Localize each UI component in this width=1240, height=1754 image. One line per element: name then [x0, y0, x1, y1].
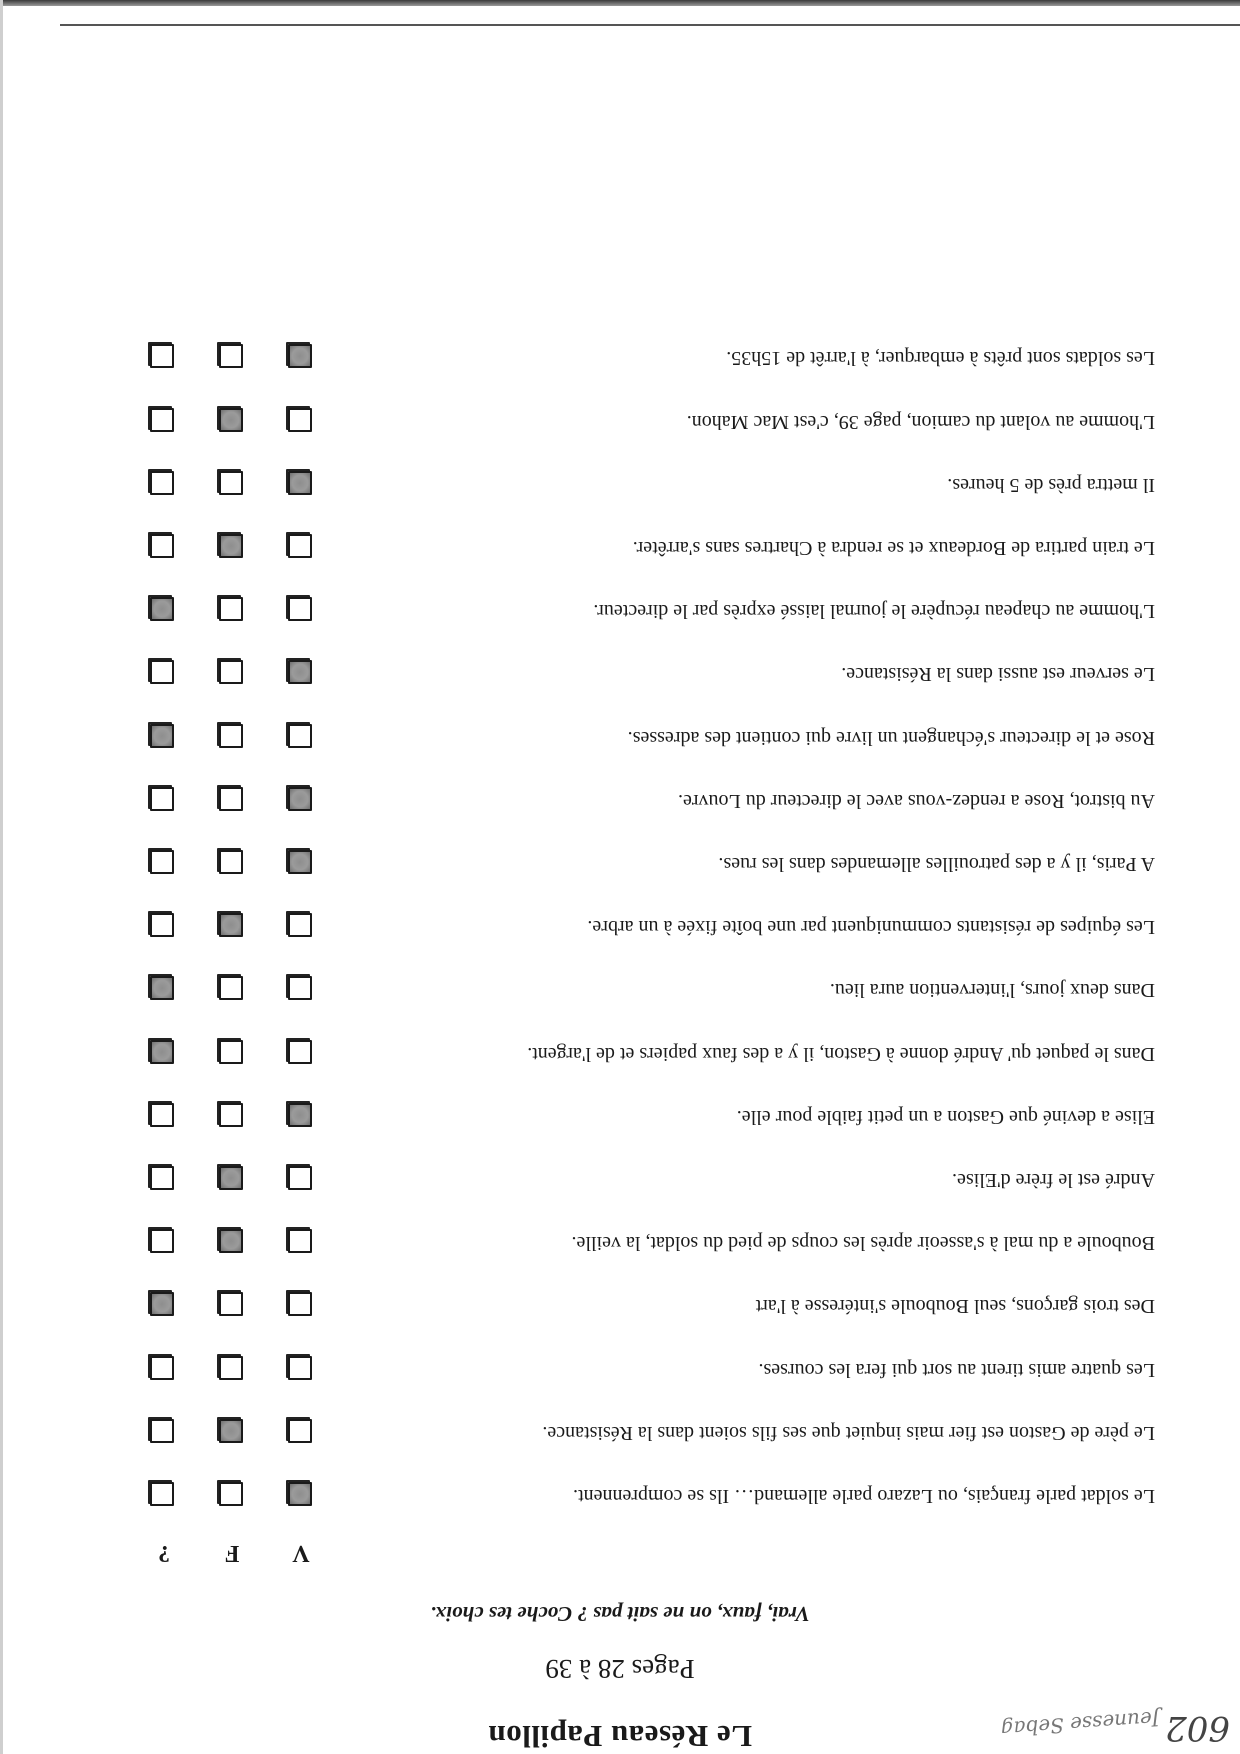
question-text: A Paris, il y a des patrouilles allemandes dans les rues. [718, 853, 1155, 875]
checkbox-faux[interactable] [219, 408, 243, 432]
checkbox-vrai[interactable] [288, 471, 312, 495]
checkbox-unknown[interactable] [150, 1103, 174, 1127]
checkbox-unknown[interactable] [150, 344, 174, 368]
checkbox-faux[interactable] [219, 913, 243, 937]
checkbox-vrai[interactable] [288, 1419, 312, 1443]
question-text: Les soldats sont prêts à embarquer, à l'arrêt de 15h35. [726, 347, 1155, 370]
question-text: Le serveur est aussi dans la Résistance. [841, 663, 1155, 686]
question-text: Il mettra près de 5 heures. [947, 473, 1155, 496]
checkbox-vrai[interactable] [288, 534, 312, 558]
checkbox-unknown[interactable] [150, 1482, 174, 1506]
question-row [0, 1085, 1240, 1135]
column-header-unknown: ? [158, 1540, 170, 1566]
question-row [0, 642, 1240, 692]
checkbox-vrai[interactable] [288, 724, 312, 748]
checkbox-vrai[interactable] [288, 787, 312, 811]
checkbox-unknown[interactable] [150, 1419, 174, 1443]
checkbox-faux[interactable] [219, 1482, 243, 1506]
checkbox-vrai[interactable] [288, 1229, 312, 1253]
question-row [0, 1464, 1240, 1514]
checkbox-vrai[interactable] [288, 1356, 312, 1380]
instruction-text: Vrai, faux, on ne sait pas ? Coche tes choix. [430, 1602, 810, 1626]
handwritten-name: Jeunesse Sebag [1000, 1706, 1161, 1742]
question-row [0, 895, 1240, 945]
checkbox-unknown[interactable] [150, 1229, 174, 1253]
checkbox-faux[interactable] [219, 1103, 243, 1127]
checkbox-faux[interactable] [219, 724, 243, 748]
checkbox-faux[interactable] [219, 1419, 243, 1443]
checkbox-vrai[interactable] [288, 1040, 312, 1064]
column-header-faux: F [224, 1540, 240, 1566]
question-row [0, 1022, 1240, 1072]
page-range: Pages 28 à 39 [545, 1654, 695, 1684]
checkbox-vrai[interactable] [288, 913, 312, 937]
question-text: Des trois garçons, seul Bouboule s'intéresse à l'art [755, 1295, 1155, 1318]
question-row [0, 579, 1240, 629]
checkbox-faux[interactable] [219, 1229, 243, 1253]
question-text: Elise a deviné que Gaston a un petit faible pour elle. [736, 1105, 1155, 1128]
question-row [0, 1148, 1240, 1198]
checkbox-vrai[interactable] [288, 344, 312, 368]
question-text: Rose et le directeur s'échangent un livre qui contient des adresses. [627, 726, 1155, 749]
checkbox-vrai[interactable] [288, 1292, 312, 1316]
checkbox-unknown[interactable] [150, 724, 174, 748]
question-text: André est le frère d'Elise. [952, 1169, 1155, 1191]
checkbox-faux[interactable] [219, 787, 243, 811]
checkbox-faux[interactable] [219, 1040, 243, 1064]
question-row [0, 390, 1240, 440]
checkbox-faux[interactable] [219, 1292, 243, 1316]
checkbox-unknown[interactable] [150, 976, 174, 1000]
question-text: L'homme au volant du camion, page 39, c'est Mac Mahon. [686, 410, 1155, 433]
question-text: L'homme au chapeau récupère le journal laissé exprès par le directeur. [593, 600, 1155, 623]
checkbox-unknown[interactable] [150, 660, 174, 684]
checkbox-unknown[interactable] [150, 597, 174, 621]
question-text: Le soldat parle français, ou Lazaro parle allemand… Ils se comprennent. [573, 1485, 1155, 1507]
checkbox-unknown[interactable] [150, 787, 174, 811]
question-row [0, 1274, 1240, 1324]
checkbox-vrai[interactable] [288, 597, 312, 621]
question-row [0, 706, 1240, 756]
checkbox-vrai[interactable] [288, 850, 312, 874]
checkbox-vrai[interactable] [288, 1166, 312, 1190]
question-row [0, 1211, 1240, 1261]
question-text: Au bistrot, Rose a rendez-vous avec le directeur du Louvre. [677, 789, 1155, 812]
question-text: Les quatre amis tirent au sort qui fera les courses. [758, 1358, 1155, 1381]
checkbox-faux[interactable] [219, 597, 243, 621]
question-row [0, 832, 1240, 882]
question-row [0, 958, 1240, 1008]
checkbox-unknown[interactable] [150, 471, 174, 495]
checkbox-vrai[interactable] [288, 976, 312, 1000]
question-row [0, 453, 1240, 503]
checkbox-unknown[interactable] [150, 1166, 174, 1190]
checkbox-faux[interactable] [219, 471, 243, 495]
question-text: Dans le paquet qu' André donne à Gaston, il y a des faux papiers et de l'argent. [527, 1042, 1155, 1065]
checkbox-faux[interactable] [219, 1166, 243, 1190]
checkbox-faux[interactable] [219, 344, 243, 368]
checkbox-vrai[interactable] [288, 1103, 312, 1127]
question-text: Les équipes de résistants communiquent par une boîte fixée à un arbre. [587, 916, 1155, 939]
question-row [0, 326, 1240, 376]
checkbox-unknown[interactable] [150, 913, 174, 937]
checkbox-unknown[interactable] [150, 850, 174, 874]
question-text: Dans deux jours, l'intervention aura lieu. [829, 979, 1155, 1002]
checkbox-faux[interactable] [219, 1356, 243, 1380]
checkbox-faux[interactable] [219, 534, 243, 558]
question-row [0, 1401, 1240, 1451]
checkbox-faux[interactable] [219, 850, 243, 874]
question-row [0, 769, 1240, 819]
checkbox-vrai[interactable] [288, 408, 312, 432]
handwritten-grade: 602 [1165, 1708, 1230, 1748]
checkbox-vrai[interactable] [288, 1482, 312, 1506]
checkbox-unknown[interactable] [150, 1292, 174, 1316]
question-text: Le père de Gaston est fier mais inquiet que ses fils soient dans la Résistance. [542, 1421, 1155, 1444]
column-header-vrai: V [292, 1540, 310, 1566]
worksheet-title: Le Réseau Papillon [488, 1719, 752, 1754]
question-text: Le train partira de Bordeaux et se rendra à Chartres sans s'arrêter. [632, 537, 1155, 559]
checkbox-faux[interactable] [219, 660, 243, 684]
checkbox-vrai[interactable] [288, 660, 312, 684]
question-row [0, 516, 1240, 566]
checkbox-faux[interactable] [219, 976, 243, 1000]
checkbox-unknown[interactable] [150, 1356, 174, 1380]
checkbox-unknown[interactable] [150, 408, 174, 432]
question-text: Bouboule a du mal à s'asseoir après les coups de pied du soldat, la veille. [571, 1232, 1155, 1255]
checkbox-unknown[interactable] [150, 534, 174, 558]
question-row [0, 1338, 1240, 1388]
checkbox-unknown[interactable] [150, 1040, 174, 1064]
